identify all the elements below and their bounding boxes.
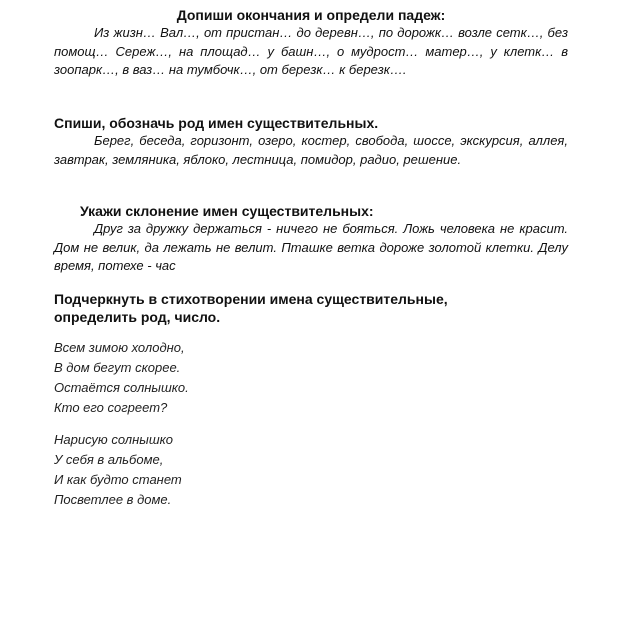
poem-stanza bbox=[54, 430, 568, 510]
poem-line: И как будто станет bbox=[54, 472, 182, 487]
task-declension-heading: Укажи склонение имен существительных: bbox=[80, 203, 374, 219]
task-poem-heading-line1: Подчеркнуть в стихотворении имена существительные, bbox=[54, 291, 448, 307]
poem-line: Посветлее в доме. bbox=[54, 492, 172, 507]
task-poem bbox=[54, 290, 568, 522]
poem-line: Нарисую солнышко bbox=[54, 432, 173, 447]
task-gender-heading: Спиши, обозначь род имен существительных. bbox=[54, 115, 379, 131]
task-poem-heading-line2: определить род, число. bbox=[54, 309, 221, 325]
poem-line: Остаётся солнышко. bbox=[54, 380, 189, 395]
poem-line: У себя в альбоме, bbox=[54, 452, 164, 467]
task-endings-text: Из жизн… Вал…, от пристан… до деревн…, по дорожк… возле сетк…, без помощ… Сереж…, на площад… у башн…, о мудрост… матер…, у клетк… в зоопарк…, в ваз… на тумбочк…, от березк… к березк…. bbox=[54, 25, 568, 77]
task-declension-text: Друг за дружку держаться - ничего не бояться. Ложь человека не красит. Дом не велик, да лежать не велит. Пташке ветка дороже золотой клетки. Делу время, потехе - час bbox=[54, 221, 568, 273]
poem-stanza bbox=[54, 338, 568, 418]
poem-line: В дом бегут скорее. bbox=[54, 360, 181, 375]
poem bbox=[54, 338, 568, 510]
task-endings-case bbox=[54, 6, 568, 80]
task-gender bbox=[54, 114, 568, 169]
poem-line: Всем зимою холодно, bbox=[54, 340, 185, 355]
poem-line: Кто его согреет? bbox=[54, 400, 168, 415]
task-gender-text: Берег, беседа, горизонт, озеро, костер, свобода, шоссе, экскурсия, аллея, завтрак, земляника, яблоко, лестница, помидор, радио, решение. bbox=[54, 133, 568, 167]
task-declension bbox=[54, 202, 568, 276]
task-endings-heading: Допиши окончания и определи падеж: bbox=[176, 7, 446, 23]
